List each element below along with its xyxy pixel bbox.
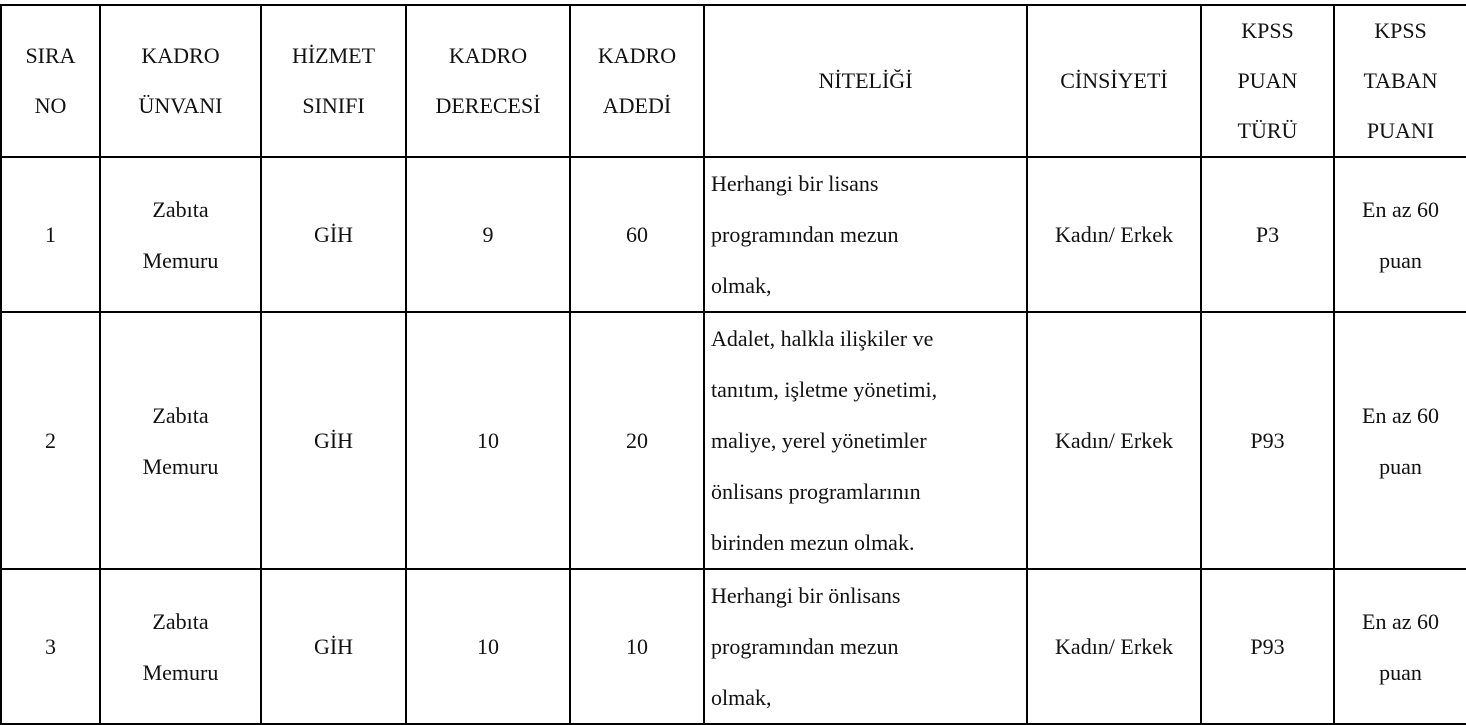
cell-kpss-taban-puani: En az 60 puan [1334, 569, 1466, 724]
cell-kpss-puan-turu: P93 [1201, 569, 1334, 724]
cell-kadro-unvani: Zabıta Memuru [100, 312, 261, 569]
cell-cinsiyeti: Kadın/ Erkek [1027, 569, 1201, 724]
cell-niteligi: Herhangi bir lisans programından mezun olmak, [704, 157, 1027, 312]
header-kadro-derecesi: KADRO DERECESİ [406, 5, 570, 157]
cell-kpss-puan-turu: P3 [1201, 157, 1334, 312]
cell-sira-no: 3 [1, 569, 100, 724]
header-kadro-unvani: KADRO ÜNVANI [100, 5, 261, 157]
header-kadro-adedi: KADRO ADEDİ [570, 5, 704, 157]
cell-kadro-derecesi: 10 [406, 569, 570, 724]
cell-kadro-adedi: 10 [570, 569, 704, 724]
cell-hizmet-sinifi: GİH [261, 157, 406, 312]
header-kpss-puan-turu: KPSS PUAN TÜRÜ [1201, 5, 1334, 157]
table-row [1, 569, 1466, 724]
kadro-table [0, 4, 1466, 725]
header-cinsiyeti: CİNSİYETİ [1027, 5, 1201, 157]
cell-sira-no: 1 [1, 157, 100, 312]
header-kpss-taban-puani: KPSS TABAN PUANI [1334, 5, 1466, 157]
cell-niteligi: Adalet, halkla ilişkiler ve tanıtım, işletme yönetimi, maliye, yerel yönetimler önlisans programlarının birinden mezun olmak. [704, 312, 1027, 569]
cell-cinsiyeti: Kadın/ Erkek [1027, 157, 1201, 312]
cell-hizmet-sinifi: GİH [261, 569, 406, 724]
cell-kpss-taban-puani: En az 60 puan [1334, 312, 1466, 569]
cell-kadro-adedi: 20 [570, 312, 704, 569]
cell-kadro-unvani: Zabıta Memuru [100, 569, 261, 724]
cell-kadro-unvani: Zabıta Memuru [100, 157, 261, 312]
header-row [1, 5, 1466, 157]
cell-cinsiyeti: Kadın/ Erkek [1027, 312, 1201, 569]
cell-kadro-derecesi: 9 [406, 157, 570, 312]
cell-sira-no: 2 [1, 312, 100, 569]
cell-kadro-adedi: 60 [570, 157, 704, 312]
table-row [1, 157, 1466, 312]
header-niteligi: NİTELİĞİ [704, 5, 1027, 157]
cell-kpss-taban-puani: En az 60 puan [1334, 157, 1466, 312]
cell-niteligi: Herhangi bir önlisans programından mezun olmak, [704, 569, 1027, 724]
cell-kpss-puan-turu: P93 [1201, 312, 1334, 569]
cell-hizmet-sinifi: GİH [261, 312, 406, 569]
cell-kadro-derecesi: 10 [406, 312, 570, 569]
header-hizmet-sinifi: HİZMET SINIFI [261, 5, 406, 157]
header-sira-no: SIRA NO [1, 5, 100, 157]
table-row [1, 312, 1466, 569]
